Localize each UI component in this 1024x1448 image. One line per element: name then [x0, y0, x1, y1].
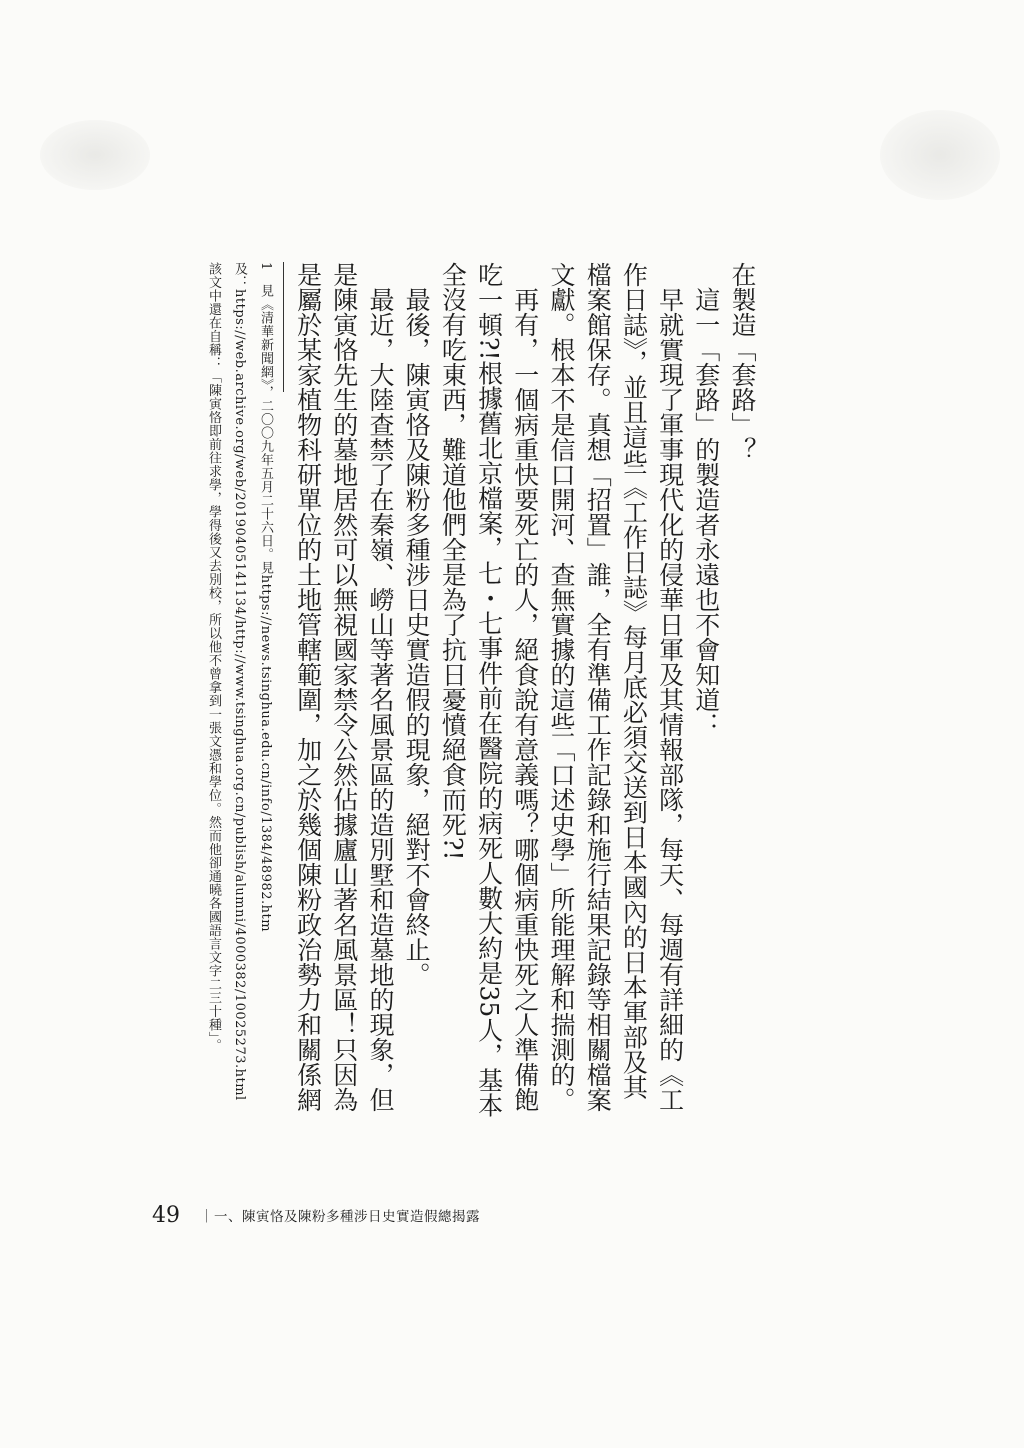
footnote-divider — [283, 262, 284, 392]
scan-smudge — [40, 120, 150, 190]
page-number: 49 — [152, 1202, 180, 1228]
footnote-line: 該文中還在自稱：「陳寅恪即前往求學，學得後又去別校，所以他不曾拿到一張文憑和學位。然而他卻通曉各國語言文字二三十種」。 — [206, 262, 221, 1052]
paragraph: 最近，大陸查禁了在秦嶺、嶗山等著名風景區的造別墅和造墓地的現象，但是陳寅恪先生的墓地居然可以無視國家禁令公然佔據廬山著名風景區！只因為是屬於某家植物科研單位的土地管轄範圍，加之於幾個陳粉政治勢力和關係網 — [293, 262, 395, 1112]
footnote-line: 及：https://web.archive.org/web/20190405141134/http://www.tsinghua.org.cn/publish/alumni/4000382/10025273.html — [232, 262, 247, 1101]
main-text-block — [290, 262, 760, 1122]
footnotes-block — [200, 262, 278, 1107]
running-head: ｜一、陳寅恪及陳粉多種涉日史實造假總揭露 — [200, 1209, 480, 1225]
paragraph: 最後，陳寅恪及陳粉多種涉日史實造假的現象，絕對不會終止。 — [402, 287, 432, 987]
paragraph: 再有，一個病重快要死亡的人，絕食說有意義嗎？哪個病重快死之人準備飽吃一頓?!根據舊北京檔案，七・七事件前在醫院的病死人數大約是35人，基本全沒有吃東西，難道他們全是為了抗日憂憤絕食而死?! — [438, 262, 540, 1118]
footnote-line: 1 見《清華新聞網》，二〇〇九年五月二十六日。見https://news.tsinghua.edu.cn/info/1384/48982.htm — [258, 262, 273, 933]
paragraph: 這一「套路」的製造者永遠也不會知道： — [691, 287, 721, 737]
paragraph: 在製造「套路」？ — [728, 262, 757, 462]
page-footer — [152, 1200, 480, 1230]
scan-smudge — [880, 110, 1000, 200]
paragraph: 早就實現了軍事現代化的侵華日軍及其情報部隊，每天、每週有詳細的《工作日誌》，並且這些《工作日誌》每月底必須交送到日本國內的日本軍部及其檔案館保存。真想「招置」誰，全有準備工作記錄和施行結果記錄等相關檔案文獻。根本不是信口開河、查無實據的這些「口述史學」所能理解和揣測的。 — [546, 262, 685, 1112]
